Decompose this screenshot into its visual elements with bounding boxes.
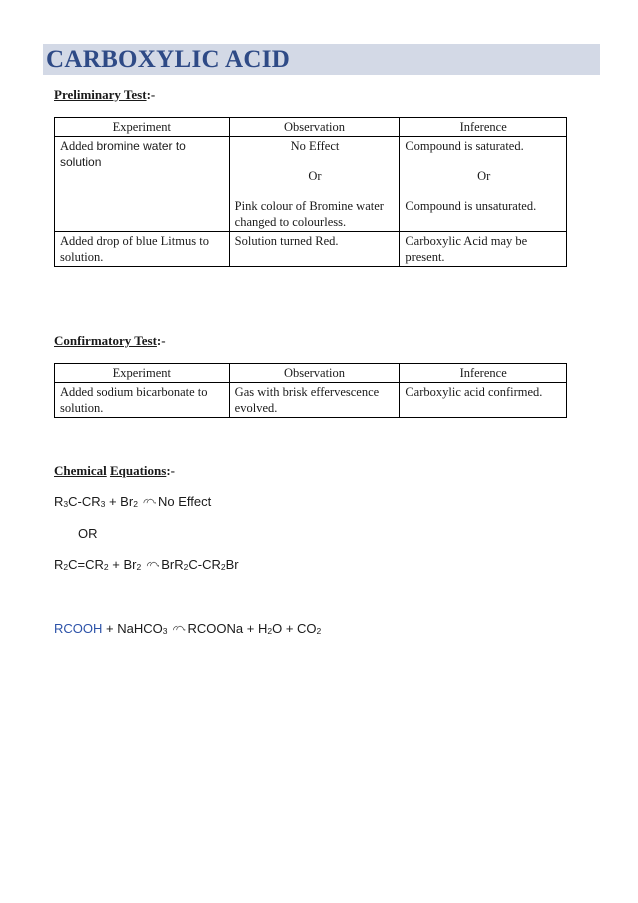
table-row <box>55 232 567 267</box>
reaction-arrow-icon: ◜◜◝· <box>143 497 156 509</box>
equation-or: OR <box>78 526 98 541</box>
header-experiment: Experiment <box>55 364 230 383</box>
equation-carboxylic: RCOOH + NaHCO$_3$ ◜◜◝· RCOONa + $H_2O + CO_2$ <box>54 621 322 636</box>
table-header-row <box>55 364 567 383</box>
observation-cell: No Effect Or Pink colour of Bromine water changed to colourless. <box>229 137 400 232</box>
header-experiment: Experiment <box>55 118 230 137</box>
confirmatory-table <box>54 363 567 418</box>
observation-cell: Solution turned Red. <box>229 232 400 267</box>
confirmatory-heading: Confirmatory Test:- <box>54 333 166 348</box>
reaction-arrow-icon: ◜◜◝· <box>146 560 160 572</box>
experiment-cell: Added bromine water to solution <box>55 137 230 232</box>
inference-cell: Compound is saturated. Or Compound is unsaturated. <box>400 137 567 232</box>
page-title: CARBOXYLIC ACID <box>46 46 291 73</box>
preliminary-heading-text: Preliminary Test <box>54 87 147 102</box>
header-inference: Inference <box>400 364 567 383</box>
inference-cell: Carboxylic acid confirmed. <box>400 383 567 418</box>
reaction-arrow-icon: ◜◜◝· <box>173 624 186 636</box>
confirmatory-heading-text: Confirmatory Test <box>54 333 157 348</box>
preliminary-heading: Preliminary Test:- <box>54 87 156 102</box>
header-observation: Observation <box>229 118 400 137</box>
equation-unsaturated: $R_2C=CR_2 + Br_2$ ◜◜◝· $BrR_2C-CR_2Br$ <box>54 557 239 572</box>
observation-cell: Gas with brisk effervescence evolved. <box>229 383 400 418</box>
preliminary-table <box>54 117 567 267</box>
table-row <box>55 137 567 232</box>
header-observation: Observation <box>229 364 400 383</box>
acid-formula: RCOOH <box>54 621 103 636</box>
inference-cell: Carboxylic Acid may be present. <box>400 232 567 267</box>
equation-saturated: $R_3C-CR_3 + Br_2$ ◜◜◝· No Effect <box>54 494 212 509</box>
table-header-row <box>55 118 567 137</box>
equations-heading: Chemical Equations:- <box>54 463 176 478</box>
experiment-cell: Added sodium bicarbonate to solution. <box>55 383 230 418</box>
table-row <box>55 383 567 418</box>
header-inference: Inference <box>400 118 567 137</box>
experiment-cell: Added drop of blue Litmus to solution. <box>55 232 230 267</box>
